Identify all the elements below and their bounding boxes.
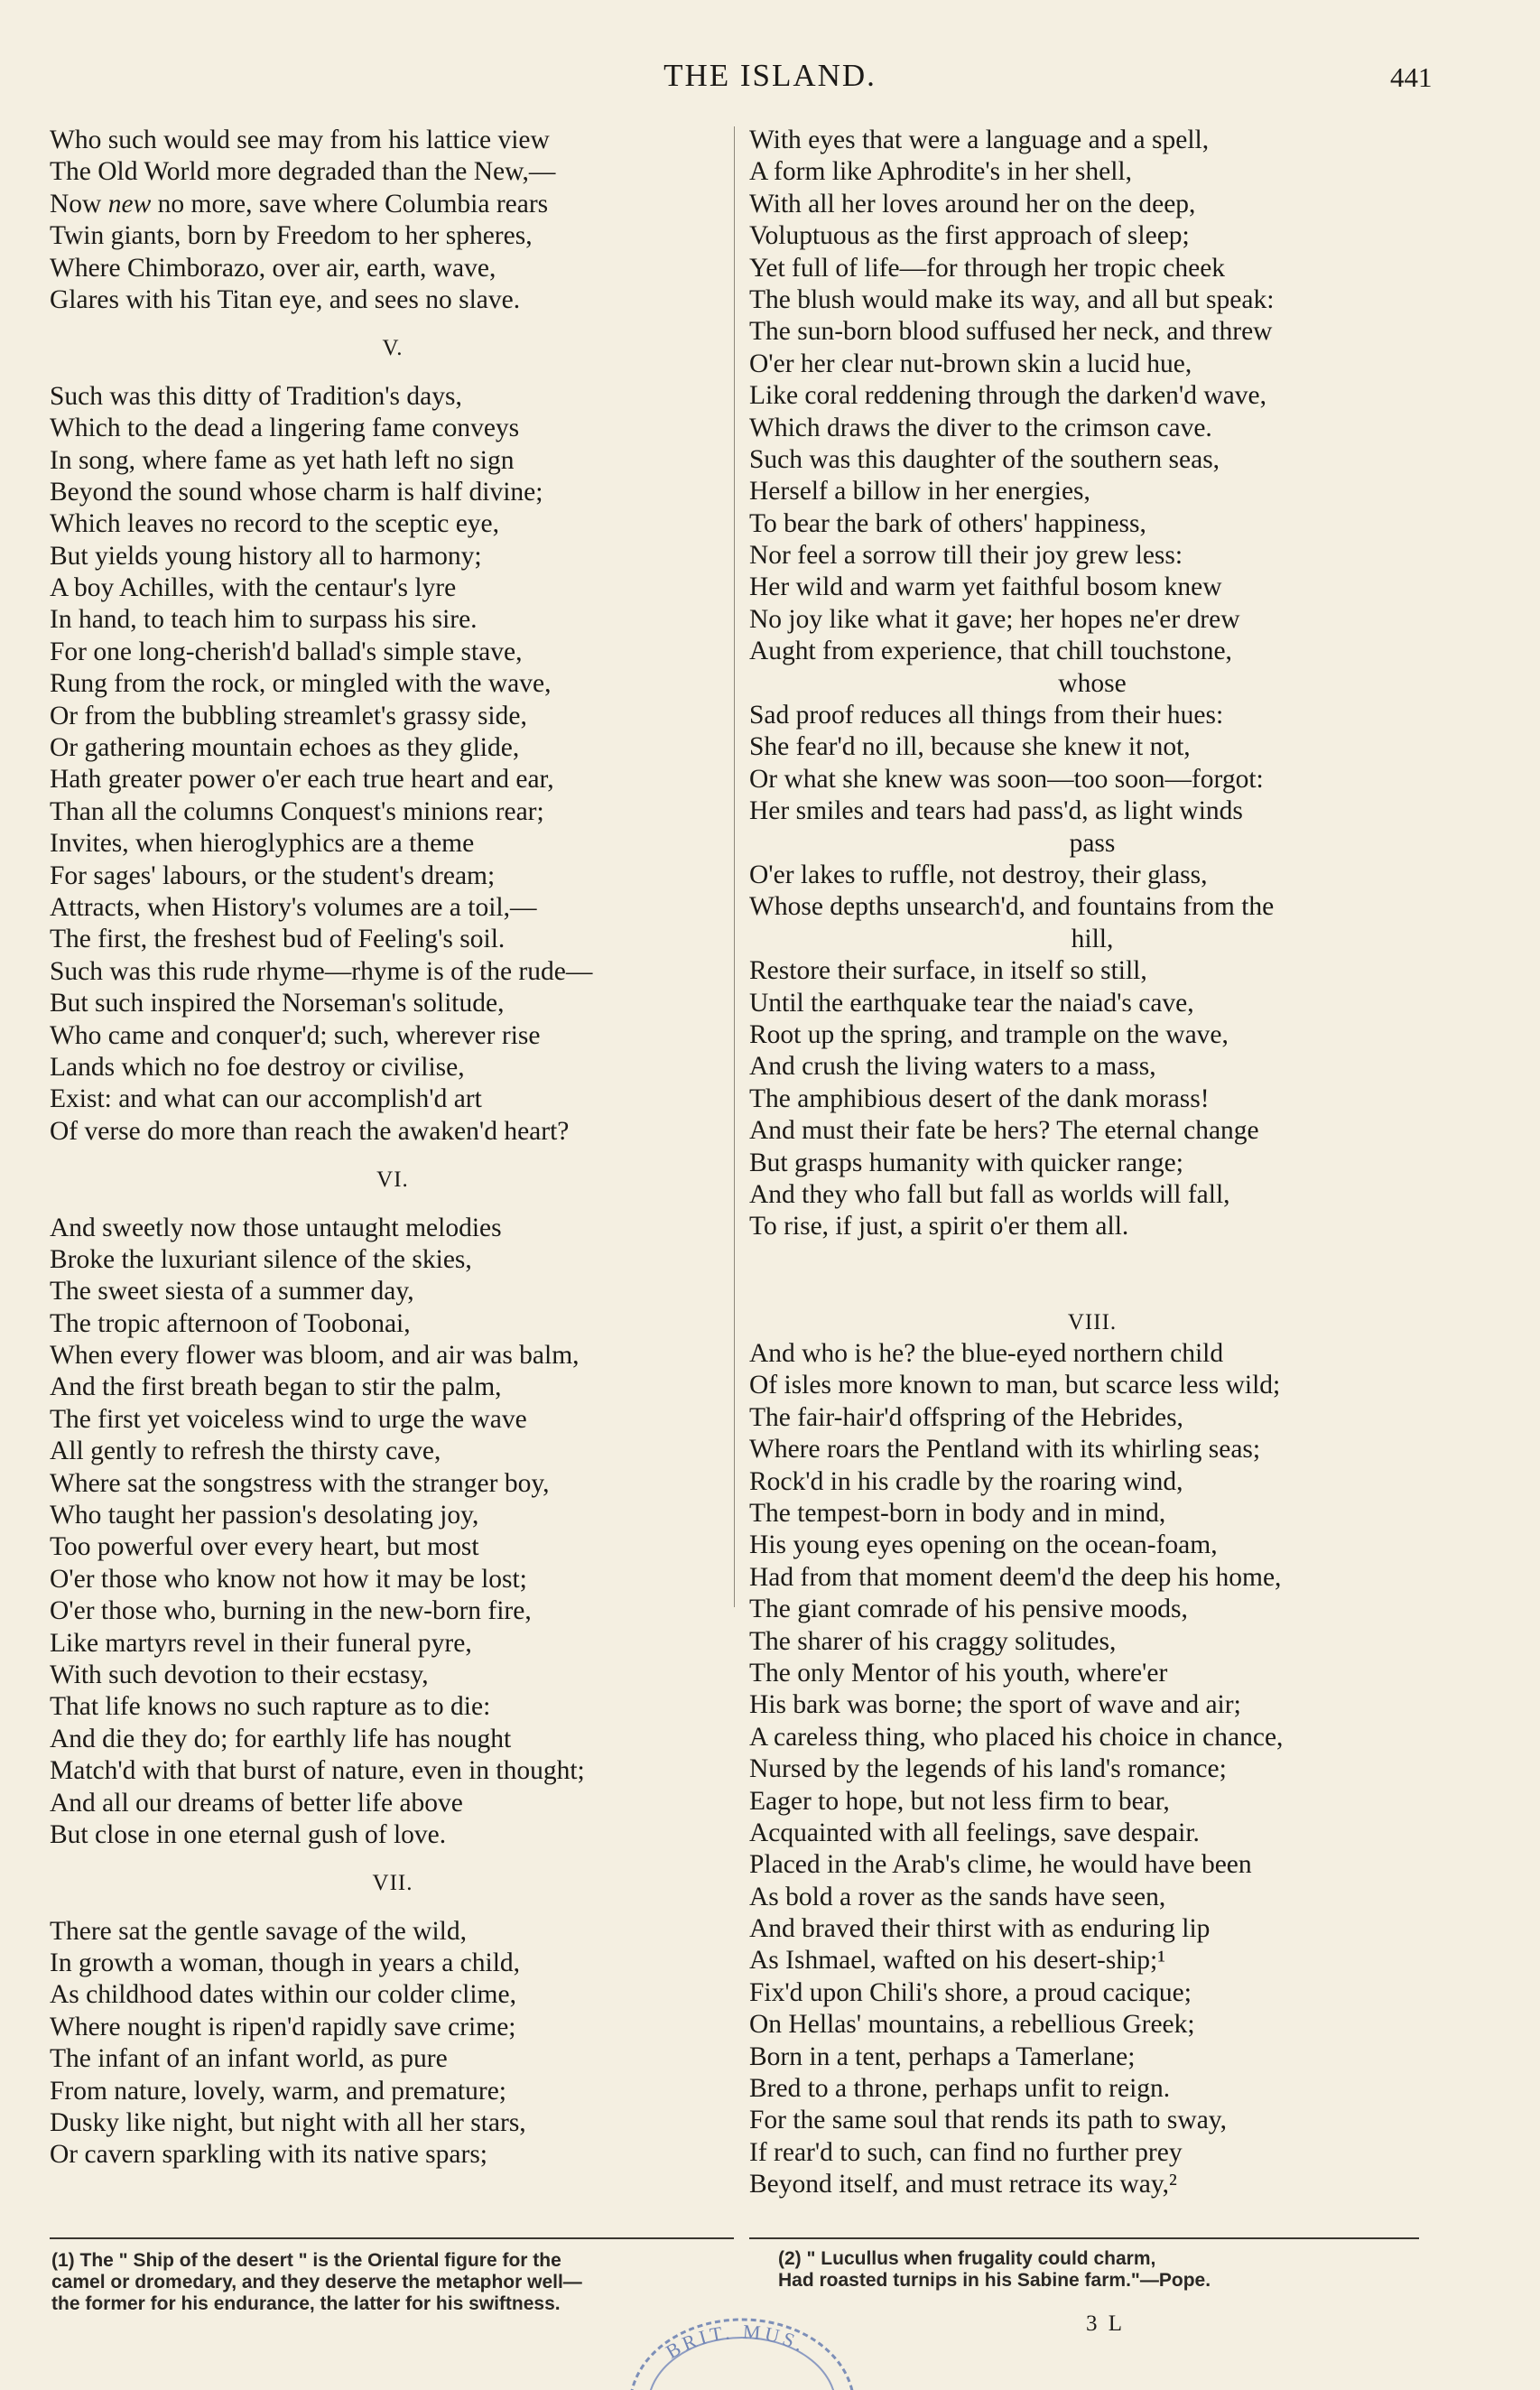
verse-line: But close in one eternal gush of love. [50, 1819, 447, 1849]
verse-line: There sat the gentle savage of the wild, [50, 1916, 467, 1946]
verse-line-wrap: pass [1069, 828, 1116, 858]
verse-line: Root up the spring, and trample on the wave, [749, 1019, 1229, 1049]
stanza-heading-viii: VIII. [1067, 1309, 1118, 1334]
verse-line: As Ishmael, wafted on his desert-ship;¹ [749, 1946, 1166, 1976]
verse-line: Restore their surface, in itself so still, [749, 956, 1147, 986]
verse-line: The only Mentor of his youth, where'er [749, 1658, 1168, 1688]
verse-line: The sweet siesta of a summer day, [50, 1277, 414, 1307]
verse-line: And who is he? the blue-eyed northern child [749, 1339, 1224, 1369]
verse-line: O'er lakes to ruffle, not destroy, their glass, [749, 860, 1208, 889]
verse-line: The giant comrade of his pensive moods, [749, 1595, 1188, 1624]
verse-line: The infant of an infant world, as pure [50, 2044, 448, 2074]
verse-line: Fix'd upon Chili's shore, a proud cacique; [749, 1977, 1192, 2007]
stanza-vii-continued-b [749, 700, 1435, 795]
verse-line: Broke the luxuriant silence of the skies, [50, 1244, 472, 1274]
page-number: 441 [1390, 61, 1433, 93]
verse-line: Herself a billow in her energies, [749, 477, 1090, 507]
verse-line: Or gathering mountain echoes as they glide, [50, 733, 520, 763]
stanza-vii-continued-a [749, 125, 1435, 636]
verse-line: The tropic afternoon of Toobonai, [50, 1308, 411, 1338]
verse-line: Rung from the rock, or mingled with the wave, [50, 669, 552, 699]
verse-line: Where Chimborazo, over air, earth, wave, [50, 253, 496, 283]
footnote-2 [778, 2248, 1446, 2292]
verse-line: Where nought is ripen'd rapidly save crime; [50, 2012, 516, 2041]
verse-line: Where roars the Pentland with its whirling seas; [749, 1435, 1261, 1465]
verse-line: On Hellas' mountains, a rebellious Greek; [749, 2010, 1195, 2040]
verse-line: The fair-hair'd offspring of the Hebrides, [749, 1402, 1183, 1432]
verse-line: A form like Aphrodite's in her shell, [749, 157, 1132, 187]
verse-line: To bear the bark of others' happiness, [749, 508, 1146, 538]
verse-line: From nature, lovely, warm, and premature; [50, 2076, 506, 2106]
verse-line-wrap: hill, [1071, 924, 1114, 953]
verse-line: Nor feel a sorrow till their joy grew less: [749, 541, 1183, 571]
verse-line: The sun-born blood suffused her neck, and threw [749, 317, 1273, 347]
verse-line: Dusky like night, but night with all her stars, [50, 2108, 526, 2138]
stamp-text: BRIT. MUS. [662, 2320, 811, 2364]
verse-line: A boy Achilles, with the centaur's lyre [50, 573, 457, 603]
verse-line: And sweetly now those untaught melodies [50, 1213, 502, 1242]
footnote-line: the former for his endurance, the latter for his swiftness. [51, 2293, 561, 2314]
verse-line: As childhood dates within our colder clime, [50, 1980, 516, 2010]
verse-line: Rock'd in his cradle by the roaring wind, [749, 1466, 1183, 1496]
verse-line: Such was this rude rhyme—rhyme is of the rude— [50, 956, 593, 986]
library-stamp [621, 2318, 860, 2390]
verse-line: And all our dreams of better life above [50, 1788, 463, 1818]
verse-line: Yet full of life—for through her tropic cheek [749, 253, 1226, 283]
verse-line: Or cavern sparkling with its native spars; [50, 2140, 487, 2170]
verse-line: Exist: and what can our accomplish'd art [50, 1084, 482, 1114]
verse-line: And crush the living waters to a mass, [749, 1052, 1156, 1082]
intro-stanza [50, 125, 736, 316]
verse-line: Who taught her passion's desolating joy, [50, 1501, 479, 1530]
verse-line: Her smiles and tears had pass'd, as light winds [749, 796, 1243, 826]
verse-line: Which to the dead a lingering fame conveys [50, 414, 520, 443]
verse-line: With such devotion to their ecstasy, [50, 1660, 429, 1689]
verse-line: O'er those who know not how it may be lost; [50, 1564, 527, 1594]
right-column [749, 125, 1435, 2201]
verse-line: Placed in the Arab's clime, he would have been [749, 1850, 1252, 1880]
footnote-line: (1) The " Ship of the desert " is the Oriental figure for the [51, 2250, 561, 2271]
verse-line: Whose depths unsearch'd, and fountains from the [749, 892, 1275, 922]
verse-line: Beyond itself, and must retrace its way,² [749, 2170, 1177, 2199]
footnote-rule [749, 2237, 1419, 2239]
verse-line: And die they do; for earthly life has nought [50, 1724, 512, 1753]
verse-line: Now new no more, save where Columbia rears [50, 189, 549, 219]
verse-line: But grasps humanity with quicker range; [749, 1148, 1183, 1177]
stanza-heading-v: V. [382, 336, 404, 361]
stanza-vi [50, 1213, 736, 1852]
verse-line: Which leaves no record to the sceptic eye, [50, 509, 499, 539]
verse-line: Like coral reddening through the darken'd wave, [749, 381, 1266, 411]
verse-line: Or from the bubbling streamlet's grassy side, [50, 701, 527, 730]
signature-mark: 3 L [1086, 2311, 1126, 2336]
running-title: THE ISLAND. [663, 58, 877, 93]
verse-line: Who came and conquer'd; such, wherever rise [50, 1020, 541, 1050]
verse-line: Like martyrs revel in their funeral pyre, [50, 1628, 472, 1658]
verse-line: Such was this ditty of Tradition's days, [50, 381, 462, 411]
verse-line: Nursed by the legends of his land's romance; [749, 1754, 1227, 1784]
footnote-rule [50, 2237, 734, 2239]
verse-line: Who such would see may from his lattice view [50, 126, 550, 154]
verse-line: Invites, when hieroglyphics are a theme [50, 829, 475, 859]
verse-line: In song, where fame as yet hath left no sign [50, 445, 515, 475]
verse-line: The blush would make its way, and all but speak: [749, 284, 1275, 314]
verse-line: In growth a woman, though in years a child, [50, 1948, 521, 1978]
verse-line: Acquainted with all feelings, save despair. [749, 1818, 1200, 1847]
verse-line: Aught from experience, that chill touchstone, [749, 637, 1232, 666]
verse-line: Voluptuous as the first approach of sleep; [749, 221, 1190, 251]
verse-line: The sharer of his craggy solitudes, [749, 1626, 1117, 1656]
footnote-line: (2) " Lucullus when frugality could charm, [778, 2248, 1156, 2269]
verse-line: As bold a rover as the sands have seen, [749, 1882, 1166, 1911]
verse-line: Attracts, when History's volumes are a toil,— [50, 892, 537, 922]
verse-line: If rear'd to such, can find no further prey [749, 2137, 1183, 2167]
verse-line: She fear'd no ill, because she knew it not, [749, 732, 1191, 762]
verse-line: To rise, if just, a spirit o'er them all. [749, 1212, 1129, 1241]
verse-line: The first yet voiceless wind to urge the wave [50, 1404, 527, 1434]
verse-line: The Old World more degraded than the New,— [50, 157, 556, 187]
verse-line: When every flower was bloom, and air was balm, [50, 1341, 580, 1371]
verse-line: Match'd with that burst of nature, even in thought; [50, 1756, 585, 1786]
stanza-v [50, 381, 736, 1148]
verse-line: Or what she knew was soon—too soon—forgot: [749, 764, 1264, 794]
verse-line: The tempest-born in body and in mind, [749, 1499, 1166, 1529]
verse-line: Hath greater power o'er each true heart and ear, [50, 765, 554, 795]
verse-line: The first, the freshest bud of Feeling's soil. [50, 925, 506, 954]
verse-line: Such was this daughter of the southern seas, [749, 444, 1220, 474]
stanza-vii-continued-c [749, 955, 1435, 1243]
verse-line: With eyes that were a language and a spell, [749, 126, 1210, 154]
verse-line: A careless thing, who placed his choice in chance, [749, 1722, 1284, 1752]
verse-line: Too powerful over every heart, but most [50, 1532, 479, 1562]
stanza-vii [50, 1916, 736, 2171]
footnote-1 [51, 2250, 734, 2315]
verse-line: Until the earthquake tear the naiad's cave, [749, 988, 1194, 1018]
verse-line: And they who fall but fall as worlds will fall, [749, 1179, 1230, 1209]
verse-line: Her wild and warm yet faithful bosom knew [749, 572, 1222, 602]
verse-line: Lands which no foe destroy or civilise, [50, 1052, 465, 1082]
footnote-line: camel or dromedary, and they deserve the metaphor well— [51, 2272, 582, 2292]
verse-line: His bark was borne; the sport of wave and air; [749, 1690, 1241, 1720]
verse-line: Sad proof reduces all things from their hues: [749, 701, 1224, 730]
verse-line: And the first breath began to stir the palm, [50, 1372, 502, 1402]
stanza-heading-vi: VI. [376, 1167, 409, 1193]
footnote-line: Had roasted turnips in his Sabine farm."—Pope. [778, 2270, 1211, 2291]
verse-line: Than all the columns Conquest's minions rear; [50, 796, 544, 826]
verse-line: But yields young history all to harmony; [50, 541, 482, 571]
left-column [50, 125, 736, 2171]
verse-line-wrap: whose [1058, 668, 1127, 698]
verse-line: Where sat the songstress with the stranger boy, [50, 1468, 550, 1498]
stanza-viii [749, 1338, 1435, 2201]
verse-line: That life knows no such rapture as to die: [50, 1692, 491, 1722]
verse-line: For sages' labours, or the student's dream; [50, 860, 496, 890]
verse-line: For one long-cherish'd ballad's simple stave, [50, 637, 523, 666]
verse-line: O'er those who, burning in the new-born fire, [50, 1596, 532, 1626]
verse-line: Glares with his Titan eye, and sees no slave. [50, 284, 521, 314]
verse-line: Of isles more known to man, but scarce less wild; [749, 1371, 1281, 1400]
verse-line: All gently to refresh the thirsty cave, [50, 1437, 441, 1466]
verse-line: With all her loves around her on the deep, [749, 189, 1196, 219]
stanza-heading-vii: VII. [372, 1871, 413, 1896]
verse-line: No joy like what it gave; her hopes ne'er drew [749, 604, 1240, 634]
verse-line: The amphibious desert of the dank morass! [749, 1083, 1210, 1113]
verse-line: And braved their thirst with as enduring lip [749, 1914, 1211, 1944]
verse-line: Of verse do more than reach the awaken'd heart? [50, 1116, 570, 1146]
verse-line: Beyond the sound whose charm is half divine; [50, 477, 543, 507]
verse-line: Had from that moment deem'd the deep his home, [749, 1562, 1282, 1592]
verse-line: For the same soul that rends its path to sway, [749, 2106, 1228, 2135]
verse-line: Twin giants, born by Freedom to her spheres, [50, 221, 533, 251]
verse-line: Which draws the diver to the crimson cave. [749, 413, 1212, 442]
verse-line: Eager to hope, but not less firm to bear, [749, 1786, 1170, 1816]
verse-line: O'er her clear nut-brown skin a lucid hue, [749, 349, 1192, 378]
verse-line: Born in a tent, perhaps a Tamerlane; [749, 2041, 1136, 2071]
verse-line: In hand, to teach him to surpass his sire. [50, 605, 478, 635]
verse-line: His young eyes opening on the ocean-foam, [749, 1530, 1218, 1560]
verse-line: Bred to a throne, perhaps unfit to reign. [749, 2074, 1171, 2104]
verse-line: And must their fate be hers? The eternal change [749, 1116, 1259, 1146]
verse-line: But such inspired the Norseman's solitude, [50, 989, 505, 1018]
